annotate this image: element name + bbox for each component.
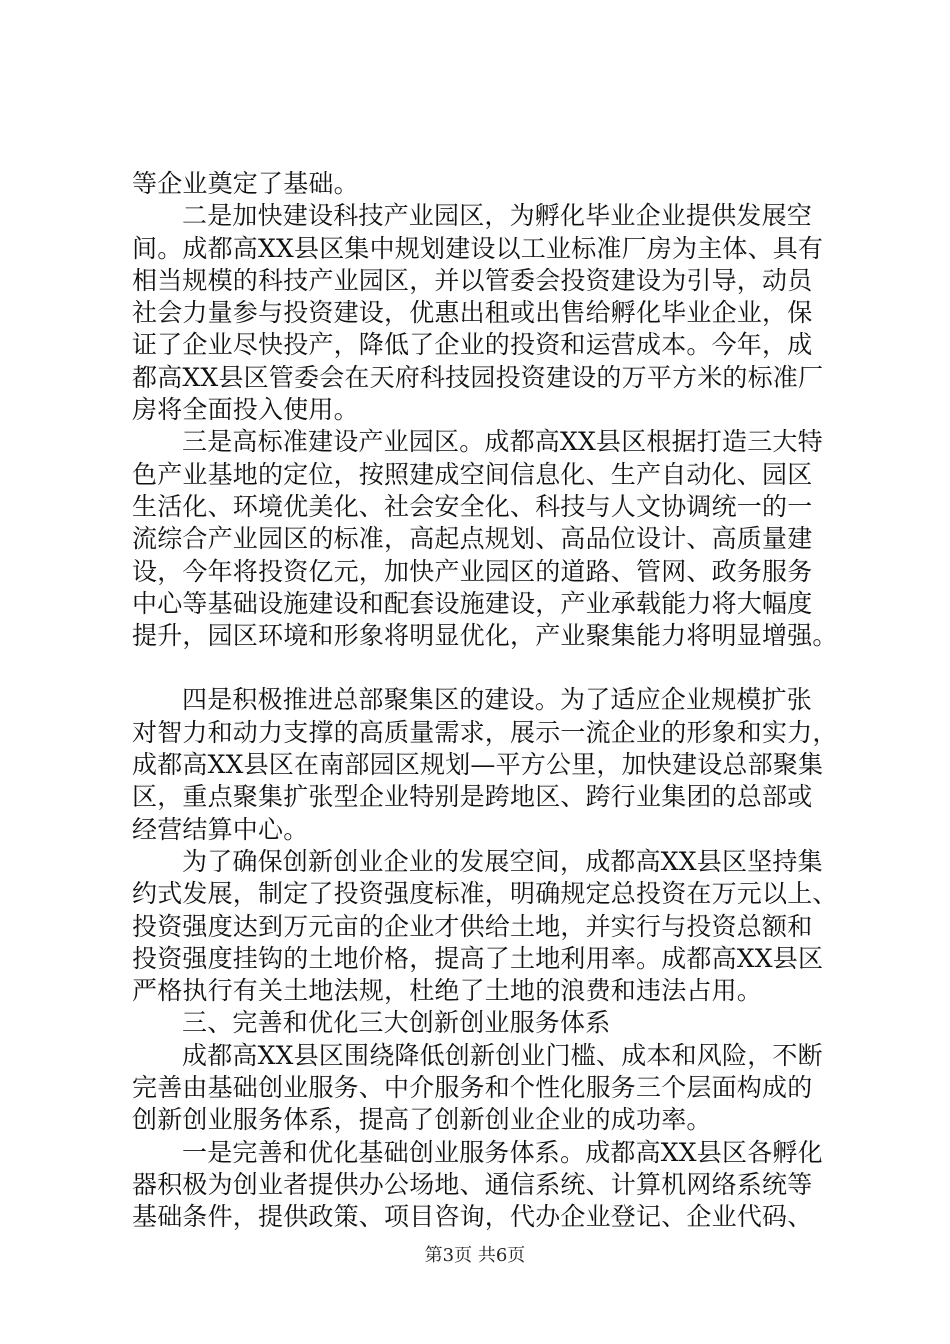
paragraph-start-line: 四是积极推进总部聚集区的建设。为了适应企业规模扩张 bbox=[182, 685, 813, 715]
page-number: 第3页 共6页 bbox=[424, 1245, 526, 1266]
paragraph-start-line: 一是完善和优化基础创业服务体系。成都高XX县区各孵化 bbox=[182, 1137, 823, 1167]
text-line: 相当规模的科技产业园区，并以管委会投资建设为引导，动员 bbox=[132, 265, 813, 295]
text-line: 社会力量参与投资建设，优惠出租或出售给孵化毕业企业，保 bbox=[132, 298, 813, 328]
text-line: 房将全面投入使用。 bbox=[132, 395, 359, 425]
text-line: 生活化、环境优美化、社会安全化、科技与人文协调统一的一 bbox=[132, 491, 813, 521]
paragraph-start-line: 二是加快建设科技产业园区，为孵化毕业企业提供发展空 bbox=[182, 201, 813, 231]
text-line: 成都高XX县区在南部园区规划—平方公里，加快建设总部聚集 bbox=[132, 750, 824, 780]
text-line: 基础条件，提供政策、项目咨询，代办企业登记、企业代码、 bbox=[132, 1202, 813, 1232]
text-line: 创新创业服务体系，提高了创新创业企业的成功率。 bbox=[132, 1105, 712, 1135]
paragraph-start-line: 为了确保创新创业企业的发展空间，成都高XX县区坚持集 bbox=[182, 846, 823, 876]
text-line: 证了企业尽快投产，降低了企业的投资和运营成本。今年，成 bbox=[132, 330, 813, 360]
text-line: 中心等基础设施建设和配套设施建设，产业承载能力将大幅度 bbox=[132, 588, 813, 618]
text-line: 色产业基地的定位，按照建成空间信息化、生产自动化、园区 bbox=[132, 459, 813, 489]
text-line: 严格执行有关土地法规，杜绝了土地的浪费和违法占用。 bbox=[132, 976, 763, 1006]
text-line: 经营结算中心。 bbox=[132, 814, 309, 844]
text-line: 投资强度挂钩的土地价格，提高了土地利用率。成都高XX县区 bbox=[132, 943, 824, 973]
text-line: 器积极为创业者提供办公场地、通信系统、计算机网络系统等 bbox=[132, 1169, 813, 1199]
text-line: 等企业奠定了基础。 bbox=[132, 169, 359, 198]
text-line: 都高XX县区管委会在天府科技园投资建设的万平方米的标准厂 bbox=[132, 362, 824, 392]
text-line: 区，重点聚集扩张型企业特别是跨地区、跨行业集团的总部或 bbox=[132, 782, 813, 812]
paragraph-gap bbox=[132, 652, 852, 684]
text-line: 对智力和动力支撑的高质量需求，展示一流企业的形象和实力， bbox=[132, 717, 838, 747]
paragraph-start-line: 成都高XX县区围绕降低创新创业门槛、成本和风险，不断 bbox=[182, 1040, 823, 1070]
text-line: 流综合产业园区的标准，高起点规划、高品位设计、高质量建 bbox=[132, 524, 813, 554]
text-line: 提升，园区环境和形象将明显优化，产业聚集能力将明显增强。 bbox=[132, 621, 838, 651]
text-line: 间。成都高XX县区集中规划建设以工业标准厂房为主体、具有 bbox=[132, 233, 824, 263]
text-line: 约式发展，制定了投资强度标准，明确规定总投资在万元以上、 bbox=[132, 879, 838, 909]
text-line: 投资强度达到万元亩的企业才供给土地，并实行与投资总额和 bbox=[132, 911, 813, 941]
document-body bbox=[132, 168, 852, 1234]
section-heading: 三、完善和优化三大创新创业服务体系 bbox=[182, 1008, 611, 1038]
paragraph-start-line: 三是高标准建设产业园区。成都高XX县区根据打造三大特 bbox=[182, 427, 823, 457]
text-line: 设，今年将投资亿元，加快产业园区的道路、管网、政务服务 bbox=[132, 556, 813, 586]
text-line: 完善由基础创业服务、中介服务和个性化服务三个层面构成的 bbox=[132, 1073, 813, 1103]
